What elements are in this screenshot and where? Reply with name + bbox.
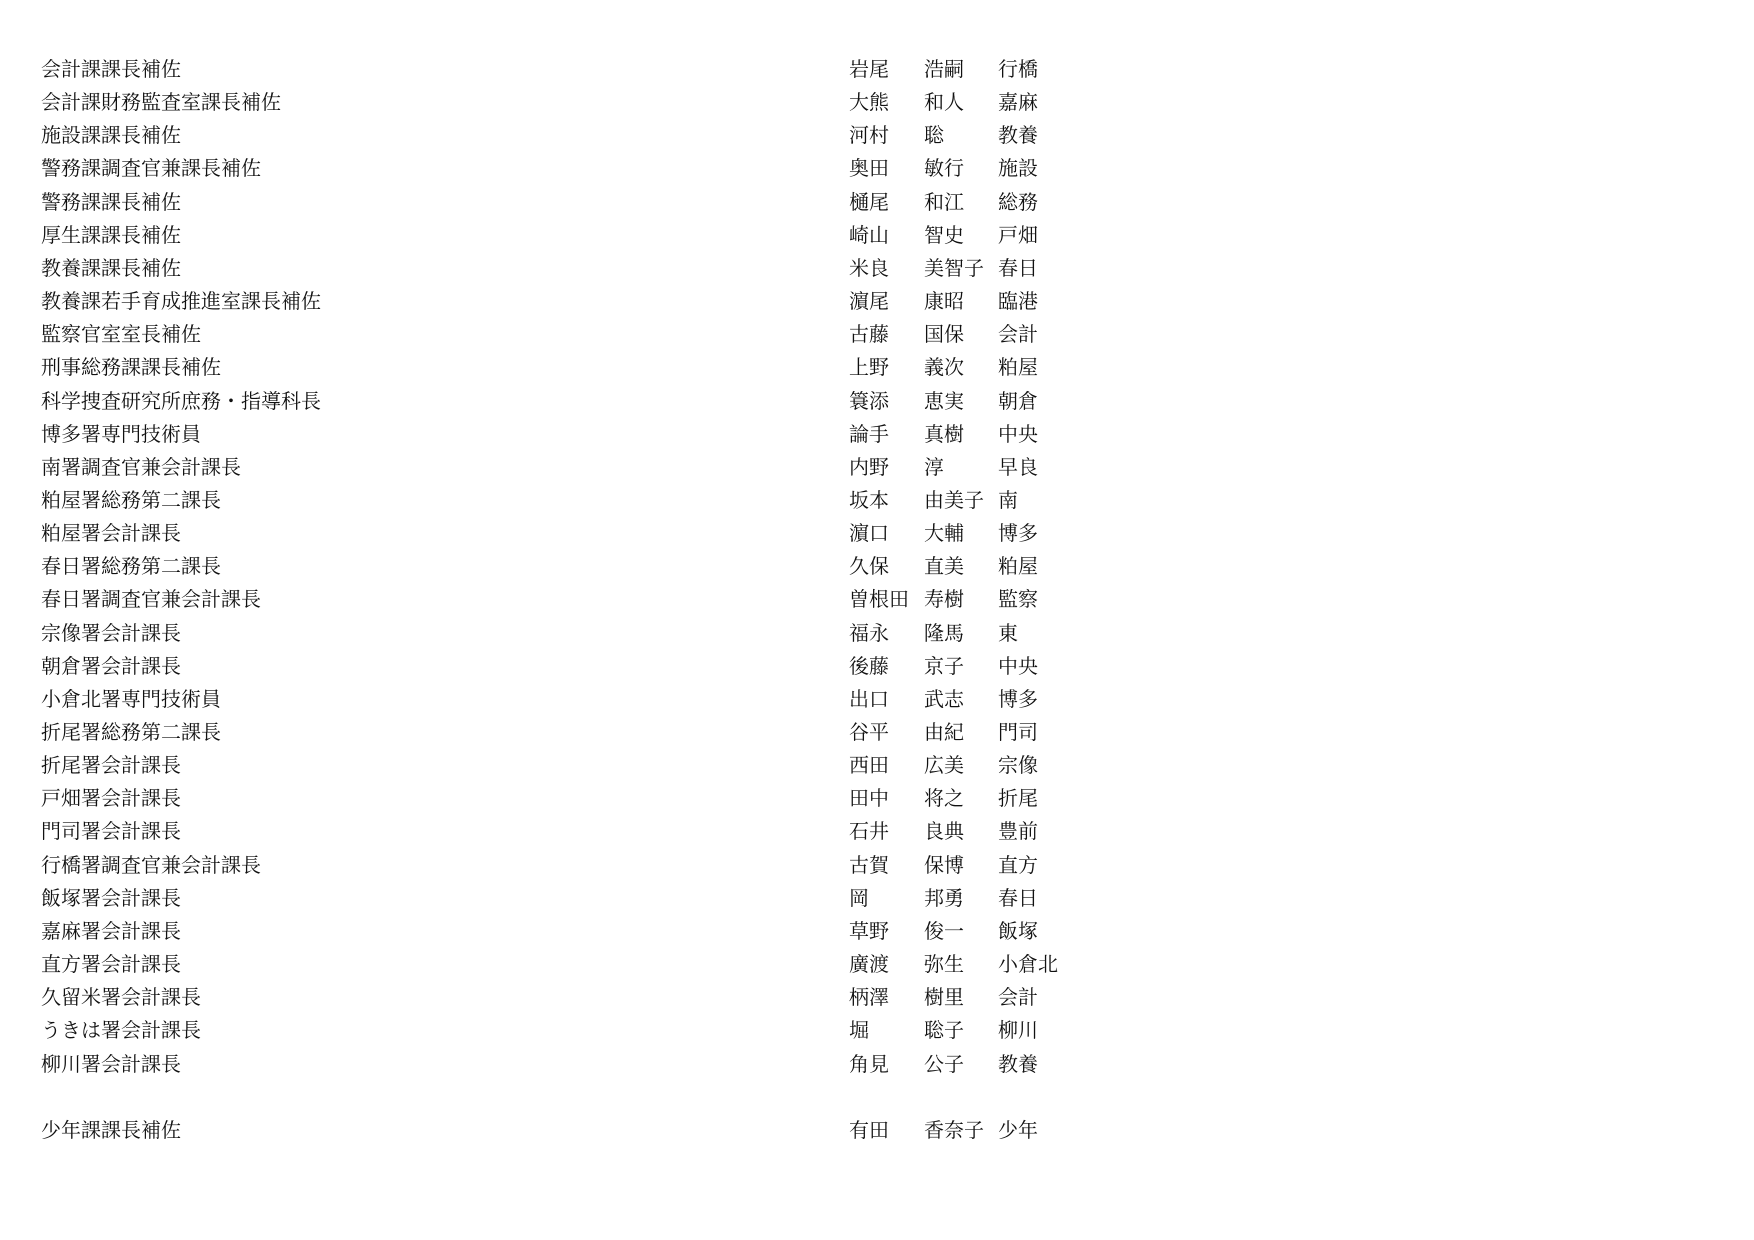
surname-cell: 角見 (849, 1051, 889, 1076)
previous-post-cell: 総務 (998, 189, 1038, 214)
previous-post-cell: 会計 (998, 985, 1038, 1010)
position-cell: 刑事総務課課長補佐 (41, 355, 221, 380)
given-name-cell: 智史 (924, 222, 964, 247)
position-cell: 行橋署調査官兼会計課長 (41, 852, 261, 877)
surname-cell: 古藤 (849, 322, 889, 347)
position-cell: 折尾署総務第二課長 (41, 720, 221, 744)
given-name-cell: 京子 (924, 653, 964, 678)
given-name-cell: 聡子 (924, 1018, 964, 1043)
previous-post-cell: 中央 (998, 653, 1038, 678)
previous-post-cell: 豊前 (998, 819, 1038, 844)
given-name-cell: 邦勇 (924, 885, 964, 910)
position-cell: 会計課課長補佐 (41, 57, 181, 81)
roster-row (0, 385, 1754, 418)
roster-row (0, 650, 1754, 683)
position-cell: 久留米署会計課長 (41, 985, 201, 1010)
previous-post-cell: 春日 (998, 885, 1038, 910)
surname-cell: 樋尾 (849, 189, 889, 214)
given-name-cell: 公子 (924, 1051, 964, 1076)
surname-cell: 後藤 (849, 653, 889, 678)
previous-post-cell: 嘉麻 (998, 90, 1038, 115)
given-name-cell: 国保 (924, 322, 964, 347)
surname-cell: 濵口 (849, 521, 889, 546)
position-cell: 教養課若手育成推進室課長補佐 (41, 289, 321, 314)
previous-post-cell: 少年 (998, 1117, 1038, 1142)
position-cell: 折尾署会計課長 (41, 753, 181, 778)
previous-post-cell: 博多 (998, 521, 1038, 546)
roster-row (0, 683, 1754, 716)
given-name-cell: 和人 (924, 90, 964, 115)
roster-row (0, 1114, 1754, 1147)
surname-cell: 久保 (849, 554, 889, 579)
given-name-cell: 浩嗣 (924, 57, 964, 81)
roster-row (0, 418, 1754, 451)
surname-cell: 草野 (849, 918, 889, 943)
roster-row (0, 981, 1754, 1014)
previous-post-cell: 施設 (998, 156, 1038, 181)
roster-row (0, 1048, 1754, 1081)
position-cell: 直方署会計課長 (41, 952, 181, 977)
position-cell: 警務課課長補佐 (41, 189, 181, 214)
surname-cell: 有田 (849, 1117, 889, 1142)
roster-row (0, 252, 1754, 285)
previous-post-cell: 小倉北 (998, 952, 1058, 977)
previous-post-cell: 東 (998, 620, 1018, 645)
roster-row (0, 749, 1754, 782)
given-name-cell: 和江 (924, 189, 964, 214)
previous-post-cell: 行橋 (998, 57, 1038, 81)
roster-row (0, 716, 1754, 749)
surname-cell: 内野 (849, 454, 889, 479)
roster-row (0, 152, 1754, 185)
roster-row (0, 1014, 1754, 1047)
given-name-cell: 直美 (924, 554, 964, 579)
roster-row (0, 517, 1754, 550)
surname-cell: 簑添 (849, 388, 889, 413)
position-cell: 宗像署会計課長 (41, 620, 181, 645)
previous-post-cell: 春日 (998, 255, 1038, 280)
position-cell: 教養課課長補佐 (41, 255, 181, 280)
roster-row (0, 915, 1754, 948)
previous-post-cell: 朝倉 (998, 388, 1038, 413)
previous-post-cell: 教養 (998, 1051, 1038, 1076)
previous-post-cell: 監察 (998, 587, 1038, 612)
roster-row (0, 882, 1754, 915)
position-cell: 厚生課課長補佐 (41, 222, 181, 247)
roster-row (0, 948, 1754, 981)
position-cell: 施設課課長補佐 (41, 123, 181, 148)
roster-row (0, 550, 1754, 583)
position-cell: 門司署会計課長 (41, 819, 181, 844)
previous-post-cell: 門司 (998, 720, 1038, 744)
previous-post-cell: 柳川 (998, 1018, 1038, 1043)
position-cell: 会計課財務監査室課長補佐 (41, 90, 281, 115)
position-cell: 飯塚署会計課長 (41, 885, 181, 910)
surname-cell: 米良 (849, 255, 889, 280)
roster-row (0, 451, 1754, 484)
position-cell: 戸畑署会計課長 (41, 786, 181, 811)
roster-row (0, 86, 1754, 119)
given-name-cell: 広美 (924, 753, 964, 778)
previous-post-cell: 中央 (998, 421, 1038, 446)
given-name-cell: 隆馬 (924, 620, 964, 645)
surname-cell: 石井 (849, 819, 889, 844)
previous-post-cell: 早良 (998, 454, 1038, 479)
position-cell: 朝倉署会計課長 (41, 653, 181, 678)
given-name-cell: 康昭 (924, 289, 964, 314)
roster-row (0, 285, 1754, 318)
given-name-cell: 良典 (924, 819, 964, 844)
position-cell: 南署調査官兼会計課長 (41, 454, 241, 479)
given-name-cell: 由美子 (924, 487, 984, 512)
surname-cell: 柄澤 (849, 985, 889, 1010)
given-name-cell: 大輔 (924, 521, 964, 546)
position-cell: 少年課課長補佐 (41, 1117, 181, 1142)
position-cell: 粕屋署総務第二課長 (41, 487, 221, 512)
given-name-cell: 美智子 (924, 255, 984, 280)
position-cell: 小倉北署専門技術員 (41, 686, 221, 711)
roster-row (0, 583, 1754, 616)
given-name-cell: 聡 (924, 123, 944, 148)
surname-cell: 堀 (849, 1018, 869, 1043)
surname-cell: 廣渡 (849, 952, 889, 977)
roster-row (0, 219, 1754, 252)
surname-cell: 谷平 (849, 720, 889, 744)
surname-cell: 論手 (849, 421, 889, 446)
previous-post-cell: 宗像 (998, 753, 1038, 778)
given-name-cell: 保博 (924, 852, 964, 877)
previous-post-cell: 臨港 (998, 289, 1038, 314)
given-name-cell: 樹里 (924, 985, 964, 1010)
surname-cell: 岡 (849, 885, 869, 910)
surname-cell: 岩尾 (849, 57, 889, 81)
given-name-cell: 淳 (924, 454, 944, 479)
given-name-cell: 寿樹 (924, 587, 964, 612)
previous-post-cell: 飯塚 (998, 918, 1038, 943)
surname-cell: 濵尾 (849, 289, 889, 314)
roster-row (0, 53, 1754, 86)
given-name-cell: 弥生 (924, 952, 964, 977)
roster-row (0, 351, 1754, 384)
surname-cell: 西田 (849, 753, 889, 778)
position-cell: 春日署総務第二課長 (41, 554, 221, 579)
surname-cell: 河村 (849, 123, 889, 148)
roster-row (0, 782, 1754, 815)
roster-row (0, 849, 1754, 882)
position-cell: 博多署専門技術員 (41, 421, 201, 446)
position-cell: 警務課調査官兼課長補佐 (41, 156, 261, 181)
previous-post-cell: 粕屋 (998, 554, 1038, 579)
previous-post-cell: 折尾 (998, 786, 1038, 811)
surname-cell: 大熊 (849, 90, 889, 115)
given-name-cell: 香奈子 (924, 1117, 984, 1142)
surname-cell: 福永 (849, 620, 889, 645)
surname-cell: 出口 (849, 686, 889, 711)
given-name-cell: 由紀 (924, 720, 964, 744)
roster-row (0, 186, 1754, 219)
previous-post-cell: 南 (998, 487, 1018, 512)
given-name-cell: 真樹 (924, 421, 964, 446)
position-cell: 嘉麻署会計課長 (41, 918, 181, 943)
position-cell: 科学捜査研究所庶務・指導科長 (41, 388, 321, 413)
roster-row (0, 119, 1754, 152)
given-name-cell: 恵実 (924, 388, 964, 413)
position-cell: 春日署調査官兼会計課長 (41, 587, 261, 612)
previous-post-cell: 博多 (998, 686, 1038, 711)
position-cell: 柳川署会計課長 (41, 1051, 181, 1076)
surname-cell: 曽根田 (849, 587, 909, 612)
surname-cell: 坂本 (849, 487, 889, 512)
position-cell: 監察官室室長補佐 (41, 322, 201, 347)
given-name-cell: 武志 (924, 686, 964, 711)
position-cell: 粕屋署会計課長 (41, 521, 181, 546)
roster-row (0, 617, 1754, 650)
previous-post-cell: 粕屋 (998, 355, 1038, 380)
position-cell: うきは署会計課長 (41, 1018, 201, 1043)
previous-post-cell: 会計 (998, 322, 1038, 347)
previous-post-cell: 教養 (998, 123, 1038, 148)
roster-row (0, 484, 1754, 517)
previous-post-cell: 直方 (998, 852, 1038, 877)
given-name-cell: 将之 (924, 786, 964, 811)
roster-row (0, 318, 1754, 351)
given-name-cell: 敏行 (924, 156, 964, 181)
surname-cell: 奥田 (849, 156, 889, 181)
given-name-cell: 義次 (924, 355, 964, 380)
roster-row (0, 815, 1754, 848)
surname-cell: 上野 (849, 355, 889, 380)
surname-cell: 田中 (849, 786, 889, 811)
surname-cell: 崎山 (849, 222, 889, 247)
surname-cell: 古賀 (849, 852, 889, 877)
previous-post-cell: 戸畑 (998, 222, 1038, 247)
given-name-cell: 俊一 (924, 918, 964, 943)
